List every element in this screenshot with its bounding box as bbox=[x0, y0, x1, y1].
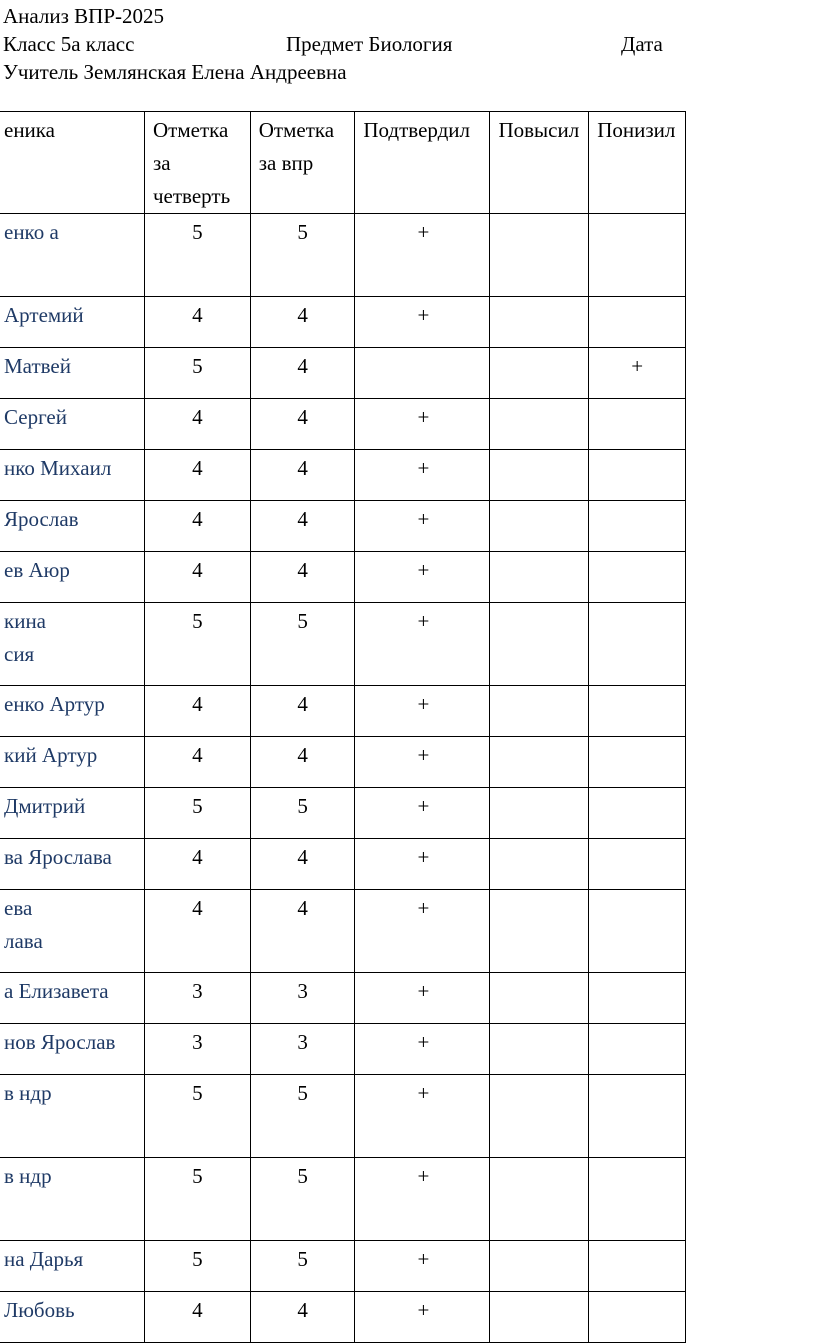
cell-confirmed: + bbox=[355, 603, 490, 686]
student-name-text: ва Ярослава bbox=[4, 845, 112, 869]
cell-confirmed: + bbox=[355, 450, 490, 501]
student-name-text: Артемий bbox=[4, 303, 84, 327]
cell-confirmed: + bbox=[355, 737, 490, 788]
student-name-text: кина сия bbox=[4, 609, 46, 666]
student-name-text: Ярослав bbox=[4, 507, 79, 531]
header-vpr: Отметка за впр bbox=[250, 112, 355, 214]
table-row bbox=[0, 1075, 686, 1158]
student-name-text: нко Михаил bbox=[4, 456, 112, 480]
cell-quarter-mark: 4 bbox=[145, 686, 251, 737]
document-title: Анализ ВПР-2025 bbox=[3, 4, 165, 28]
header-confirmed: Подтвердил bbox=[355, 112, 490, 214]
cell-confirmed: + bbox=[355, 686, 490, 737]
table-header-row bbox=[0, 112, 686, 214]
student-name-text: нов Ярослав bbox=[4, 1030, 116, 1054]
teacher-label: Учитель Землянская Елена Андреевна bbox=[3, 60, 347, 84]
cell-raised bbox=[490, 1024, 589, 1075]
date-label: Дата bbox=[621, 32, 663, 56]
cell-lowered bbox=[589, 686, 686, 737]
table-row bbox=[0, 973, 686, 1024]
cell-raised bbox=[490, 1158, 589, 1241]
table-row bbox=[0, 1241, 686, 1292]
cell-raised bbox=[490, 686, 589, 737]
cell-quarter-mark: 5 bbox=[145, 1075, 251, 1158]
cell-confirmed bbox=[355, 348, 490, 399]
table-row bbox=[0, 737, 686, 788]
student-name-text: Любовь bbox=[4, 1298, 75, 1322]
cell-vpr-mark: 4 bbox=[250, 348, 355, 399]
cell-student-name bbox=[0, 450, 145, 501]
cell-quarter-mark: 4 bbox=[145, 552, 251, 603]
cell-raised bbox=[490, 348, 589, 399]
cell-raised bbox=[490, 788, 589, 839]
subject-label: Предмет Биология bbox=[286, 32, 453, 56]
header-name: еника bbox=[0, 112, 145, 214]
cell-lowered bbox=[589, 1241, 686, 1292]
student-name-text: ева лава bbox=[4, 896, 43, 953]
table-row bbox=[0, 839, 686, 890]
cell-student-name bbox=[0, 839, 145, 890]
cell-student-name bbox=[0, 737, 145, 788]
cell-confirmed: + bbox=[355, 501, 490, 552]
table-row bbox=[0, 552, 686, 603]
cell-raised bbox=[490, 890, 589, 973]
cell-raised bbox=[490, 552, 589, 603]
cell-vpr-mark: 4 bbox=[250, 839, 355, 890]
cell-quarter-mark: 5 bbox=[145, 1158, 251, 1241]
cell-lowered bbox=[589, 214, 686, 297]
cell-raised bbox=[490, 399, 589, 450]
cell-confirmed: + bbox=[355, 1241, 490, 1292]
class-label: Класс 5а класс bbox=[3, 32, 135, 56]
cell-student-name bbox=[0, 348, 145, 399]
cell-quarter-mark: 5 bbox=[145, 214, 251, 297]
cell-quarter-mark: 4 bbox=[145, 737, 251, 788]
cell-raised bbox=[490, 839, 589, 890]
cell-student-name bbox=[0, 788, 145, 839]
cell-raised bbox=[490, 450, 589, 501]
cell-vpr-mark: 3 bbox=[250, 1024, 355, 1075]
cell-quarter-mark: 4 bbox=[145, 450, 251, 501]
cell-quarter-mark: 4 bbox=[145, 399, 251, 450]
cell-confirmed: + bbox=[355, 973, 490, 1024]
cell-lowered bbox=[589, 501, 686, 552]
cell-student-name bbox=[0, 890, 145, 973]
cell-student-name bbox=[0, 399, 145, 450]
cell-vpr-mark: 5 bbox=[250, 603, 355, 686]
table-row bbox=[0, 788, 686, 839]
cell-vpr-mark: 4 bbox=[250, 890, 355, 973]
cell-vpr-mark: 3 bbox=[250, 973, 355, 1024]
cell-vpr-mark: 5 bbox=[250, 1075, 355, 1158]
cell-confirmed: + bbox=[355, 552, 490, 603]
cell-student-name bbox=[0, 1075, 145, 1158]
table-row bbox=[0, 1292, 686, 1343]
table-row bbox=[0, 603, 686, 686]
cell-lowered bbox=[589, 603, 686, 686]
cell-quarter-mark: 5 bbox=[145, 788, 251, 839]
cell-vpr-mark: 5 bbox=[250, 214, 355, 297]
cell-lowered bbox=[589, 297, 686, 348]
cell-quarter-mark: 4 bbox=[145, 297, 251, 348]
table-row bbox=[0, 214, 686, 297]
cell-quarter-mark: 4 bbox=[145, 501, 251, 552]
cell-raised bbox=[490, 297, 589, 348]
cell-lowered bbox=[589, 737, 686, 788]
cell-quarter-mark: 3 bbox=[145, 1024, 251, 1075]
cell-lowered: + bbox=[589, 348, 686, 399]
cell-quarter-mark: 4 bbox=[145, 839, 251, 890]
table-row bbox=[0, 450, 686, 501]
cell-confirmed: + bbox=[355, 1024, 490, 1075]
header-raised: Повысил bbox=[490, 112, 589, 214]
cell-lowered bbox=[589, 399, 686, 450]
cell-vpr-mark: 4 bbox=[250, 1292, 355, 1343]
cell-student-name bbox=[0, 1292, 145, 1343]
cell-quarter-mark: 3 bbox=[145, 973, 251, 1024]
cell-confirmed: + bbox=[355, 214, 490, 297]
cell-confirmed: + bbox=[355, 839, 490, 890]
cell-raised bbox=[490, 214, 589, 297]
cell-confirmed: + bbox=[355, 1292, 490, 1343]
cell-vpr-mark: 5 bbox=[250, 788, 355, 839]
cell-lowered bbox=[589, 1024, 686, 1075]
cell-lowered bbox=[589, 450, 686, 501]
cell-lowered bbox=[589, 552, 686, 603]
cell-student-name bbox=[0, 686, 145, 737]
student-name-text: Дмитрий bbox=[4, 794, 86, 818]
student-name-text: Матвей bbox=[4, 354, 71, 378]
cell-raised bbox=[490, 973, 589, 1024]
cell-vpr-mark: 4 bbox=[250, 501, 355, 552]
cell-vpr-mark: 4 bbox=[250, 686, 355, 737]
cell-student-name bbox=[0, 603, 145, 686]
cell-quarter-mark: 4 bbox=[145, 1292, 251, 1343]
student-name-text: в ндр bbox=[4, 1164, 52, 1188]
cell-vpr-mark: 4 bbox=[250, 297, 355, 348]
cell-confirmed: + bbox=[355, 1075, 490, 1158]
table-row bbox=[0, 501, 686, 552]
table-row bbox=[0, 1158, 686, 1241]
cell-raised bbox=[490, 1241, 589, 1292]
cell-student-name bbox=[0, 552, 145, 603]
student-name-text: а Елизавета bbox=[4, 979, 109, 1003]
cell-confirmed: + bbox=[355, 399, 490, 450]
table-row bbox=[0, 890, 686, 973]
student-name-text: Сергей bbox=[4, 405, 67, 429]
cell-quarter-mark: 5 bbox=[145, 603, 251, 686]
cell-vpr-mark: 4 bbox=[250, 450, 355, 501]
cell-lowered bbox=[589, 890, 686, 973]
student-name-text: ев Аюр bbox=[4, 558, 70, 582]
table-row bbox=[0, 348, 686, 399]
cell-lowered bbox=[589, 839, 686, 890]
student-name-text: на Дарья bbox=[4, 1247, 84, 1271]
table-row bbox=[0, 686, 686, 737]
cell-lowered bbox=[589, 973, 686, 1024]
cell-lowered bbox=[589, 1158, 686, 1241]
cell-student-name bbox=[0, 973, 145, 1024]
cell-raised bbox=[490, 1292, 589, 1343]
cell-raised bbox=[490, 501, 589, 552]
cell-quarter-mark: 5 bbox=[145, 348, 251, 399]
cell-vpr-mark: 5 bbox=[250, 1241, 355, 1292]
student-name-text: в ндр bbox=[4, 1081, 52, 1105]
cell-lowered bbox=[589, 1292, 686, 1343]
cell-vpr-mark: 4 bbox=[250, 737, 355, 788]
table-row bbox=[0, 297, 686, 348]
cell-vpr-mark: 4 bbox=[250, 399, 355, 450]
student-name-text: енко Артур bbox=[4, 692, 105, 716]
cell-student-name bbox=[0, 1158, 145, 1241]
cell-raised bbox=[490, 737, 589, 788]
cell-student-name bbox=[0, 501, 145, 552]
cell-student-name bbox=[0, 1241, 145, 1292]
student-name-text: енко а bbox=[4, 220, 59, 244]
cell-lowered bbox=[589, 1075, 686, 1158]
cell-quarter-mark: 5 bbox=[145, 1241, 251, 1292]
cell-confirmed: + bbox=[355, 788, 490, 839]
cell-vpr-mark: 5 bbox=[250, 1158, 355, 1241]
cell-confirmed: + bbox=[355, 1158, 490, 1241]
header-quarter: Отметка за четверть bbox=[145, 112, 251, 214]
table-row bbox=[0, 1024, 686, 1075]
cell-vpr-mark: 4 bbox=[250, 552, 355, 603]
cell-raised bbox=[490, 603, 589, 686]
header-lowered: Понизил bbox=[589, 112, 686, 214]
cell-student-name bbox=[0, 214, 145, 297]
cell-student-name bbox=[0, 1024, 145, 1075]
cell-confirmed: + bbox=[355, 890, 490, 973]
cell-confirmed: + bbox=[355, 297, 490, 348]
results-table bbox=[0, 111, 686, 1343]
cell-quarter-mark: 4 bbox=[145, 890, 251, 973]
cell-raised bbox=[490, 1075, 589, 1158]
cell-lowered bbox=[589, 788, 686, 839]
cell-student-name bbox=[0, 297, 145, 348]
table-row bbox=[0, 399, 686, 450]
student-name-text: кий Артур bbox=[4, 743, 98, 767]
